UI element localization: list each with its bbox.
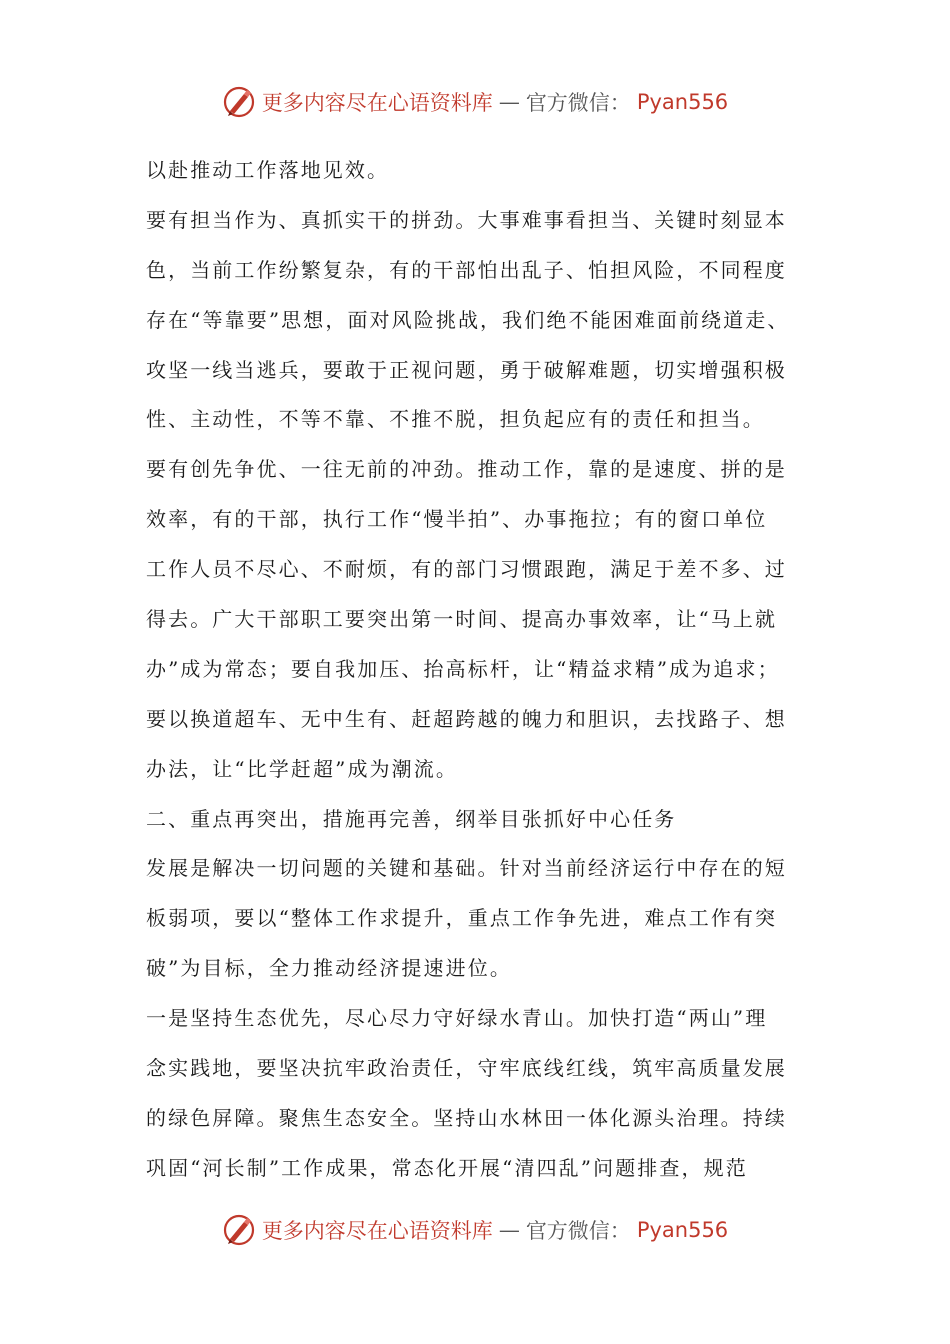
header-wechat-id: Pyan556	[636, 90, 729, 114]
body-line: 一是坚持生态优先，尽心尽力守好绿水青山。加快打造“两山”理	[146, 1006, 768, 1031]
body-line: 性、主动性，不等不靠、不推不脱，担负起应有的责任和担当。	[146, 407, 765, 432]
body-line: 板弱项，要以“整体工作求提升，重点工作争先进，难点工作有突	[146, 906, 778, 931]
body-line: 得去。广大干部职工要突出第一时间、提高办事效率，让“马上就	[146, 607, 778, 632]
footer-dash: —	[498, 1218, 520, 1242]
document-body	[146, 146, 806, 1194]
body-line: 发展是解决一切问题的关键和基础。针对当前经济运行中存在的短	[146, 856, 787, 881]
footer-wechat-id: Pyan556	[636, 1218, 729, 1242]
body-line: 存在“等靠要”思想，面对风险挑战，我们绝不能困难面前绕道走、	[146, 307, 790, 332]
body-line: 要有创先争优、一往无前的冲劲。推动工作，靠的是速度、拼的是	[146, 457, 787, 482]
body-line: 效率，有的干部，执行工作“慢半拍”、办事拖拉；有的窗口单位	[146, 507, 768, 532]
section-heading: 二、重点再突出，措施再完善，纲举目张抓好中心任务	[146, 806, 677, 831]
footer-banner	[0, 1210, 950, 1250]
pen-logo-icon	[222, 1213, 256, 1247]
body-line: 以赴推动工作落地见效。	[146, 158, 390, 182]
body-line: 色，当前工作纷繁复杂，有的干部怕出乱子、怕担风险，不同程度	[146, 257, 787, 282]
header-brand-text: 更多内容尽在心语资料库	[261, 91, 493, 115]
body-line: 办法，让“比学赶超”成为潮流。	[146, 756, 458, 781]
body-line: 要有担当作为、真抓实干的拼劲。大事难事看担当、关键时刻显本	[146, 207, 787, 232]
body-line: 攻坚一线当逃兵，要敢于正视问题，勇于破解难题，切实增强积极	[146, 357, 787, 382]
body-line: 工作人员不尽心、不耐烦，有的部门习惯跟跑，满足于差不多、过	[146, 557, 787, 582]
body-line: 办”成为常态；要自我加压、抬高标杆，让“精益求精”成为追求；	[146, 656, 780, 681]
body-line: 念实践地，要坚决抗牢政治责任，守牢底线红线，筑牢高质量发展	[146, 1056, 787, 1081]
header-dash: —	[498, 90, 520, 114]
header-banner	[0, 82, 950, 122]
body-line: 要以换道超车、无中生有、赶超跨越的魄力和胆识，去找路子、想	[146, 706, 787, 731]
footer-brand-text: 更多内容尽在心语资料库	[261, 1219, 493, 1243]
body-line: 的绿色屏障。聚焦生态安全。坚持山水林田一体化源头治理。持续	[146, 1105, 787, 1130]
header-wechat-label: 官方微信：	[525, 91, 631, 115]
footer-wechat-label: 官方微信：	[525, 1219, 631, 1243]
body-line: 巩固“河长制”工作成果，常态化开展“清四乱”问题排查，规范	[146, 1155, 748, 1180]
pen-logo-icon	[222, 85, 256, 119]
body-line: 破”为目标，全力推动经济提速进位。	[146, 956, 512, 981]
